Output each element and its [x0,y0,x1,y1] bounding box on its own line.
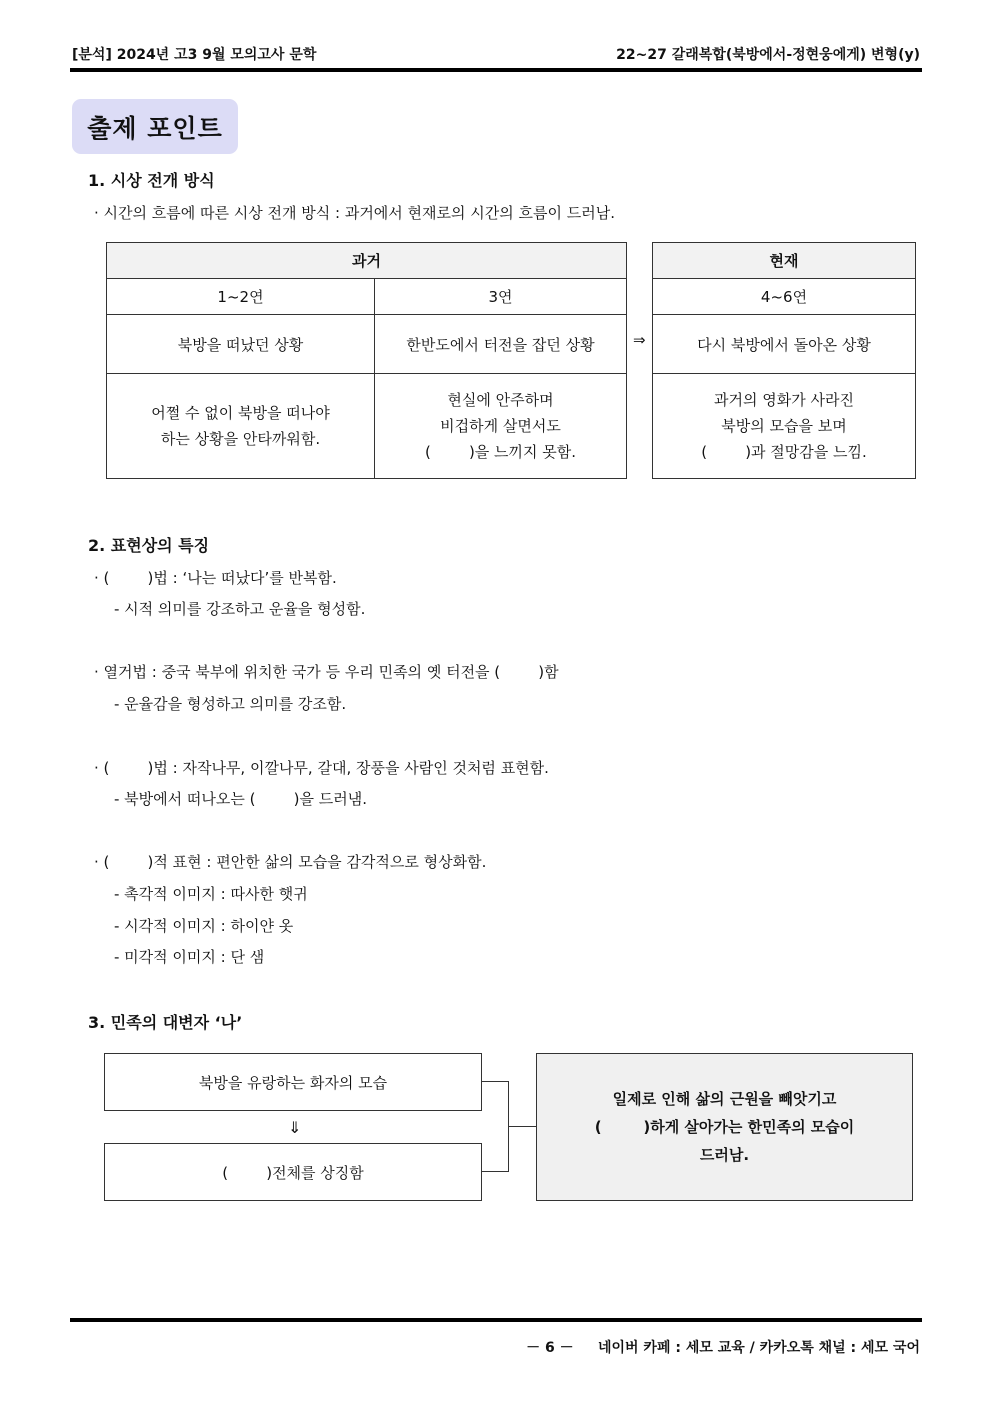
s2-line-10: - 미각적 이미지 : 단 샘 [114,948,265,966]
s2-line-9: - 시각적 이미지 : 하이얀 옷 [114,917,294,935]
row2-cell2-line1: 현실에 안주하며 [447,391,554,409]
past-header: 과거 [107,243,627,279]
s2-line-3: · 열거법 : 중국 북부에 위치한 국가 등 우리 민족의 옛 터전을 ( )함 [94,663,559,681]
row2-cell3-line3: ( )과 절망감을 느낌. [701,443,867,461]
header-left: [분석] 2024년 고3 9월 모의고사 문학 [72,47,317,63]
section2-heading: 2. 표현상의 특징 [88,536,210,555]
s2-line-8: - 촉각적 이미지 : 따사한 햇귀 [114,885,308,903]
row2-cell3-line2: 북방의 모습을 보며 [721,417,847,435]
s2-line-7: · ( )적 표현 : 편안한 삶의 모습을 감각적으로 형상화함. [94,853,487,871]
transition-arrow-icon: ⇒ [633,331,646,349]
s2-line-4: - 운율감을 형성하고 의미를 강조함. [114,695,347,713]
page-footer: － 6 － 네이버 카페 : 세모 교육 / 카카오톡 채널 : 세모 국어 [526,1340,920,1356]
row2-cell2 [375,374,627,479]
connector-top [482,1081,509,1082]
row2-cell2-line3: ( )을 느끼지 못함. [424,443,577,461]
bottom-rule [70,1318,922,1322]
row2-cell1 [107,374,375,479]
present-header: 현재 [653,243,916,279]
s2-line-1: · ( )법 : ‘나는 떠났다’를 반복함. [94,569,337,587]
header-right: 22~27 갈래복합(북방에서-정현웅에게) 변형(y) [616,47,920,63]
s2-line-5: · ( )법 : 자작나무, 이깔나무, 갈대, 장풍을 사람인 것처럼 표현함. [94,759,549,777]
col-4-6: 4~6연 [653,279,916,315]
conclusion-line3: 드러남. [699,1146,750,1164]
wandering-speaker-box: 북방을 유랑하는 화자의 모습 [104,1053,482,1111]
past-table [106,242,627,479]
section1-heading: 1. 시상 전개 방식 [88,171,215,190]
section3-heading: 3. 민족의 대변자 ‘나’ [88,1013,243,1032]
symbol-box: ( )전체를 상징함 [104,1143,482,1201]
down-arrow-icon: ⇓ [288,1118,302,1137]
col-3: 3연 [375,279,627,315]
present-table [652,242,916,479]
row2-cell2-line2: 비겁하게 살면서도 [440,417,561,435]
row2-cell1-line1: 어쩔 수 없이 북방을 떠나야 [151,404,330,422]
top-rule [70,68,922,72]
conclusion-line2: ( )하게 살아가는 한민족의 모습이 [594,1118,855,1136]
row1-cell1: 북방을 떠났던 상황 [107,315,375,374]
conclusion-box [536,1053,913,1201]
row1-cell3: 다시 북방에서 돌아온 상황 [653,315,916,374]
row2-cell3-line1: 과거의 영화가 사라진 [714,391,854,409]
conclusion-line1: 일제로 인해 삶의 근원을 빼앗기고 [612,1090,837,1108]
row1-cell2: 한반도에서 터전을 잡던 상황 [375,315,627,374]
section1-bullet: · 시간의 흐름에 따른 시상 전개 방식 : 과거에서 현재로의 시간의 흐름이 드러남. [94,204,615,222]
col-1-2: 1~2연 [107,279,375,315]
connector-right [508,1126,536,1127]
row2-cell1-line2: 하는 상황을 안타까워함. [160,430,321,448]
s2-line-2: - 시적 의미를 강조하고 운율을 형성함. [114,600,366,618]
row2-cell3 [653,374,916,479]
s2-line-6: - 북방에서 떠나오는 ( )을 드러냄. [114,790,367,808]
connector-bottom [482,1171,509,1172]
page-title: 출제 포인트 [72,99,238,154]
